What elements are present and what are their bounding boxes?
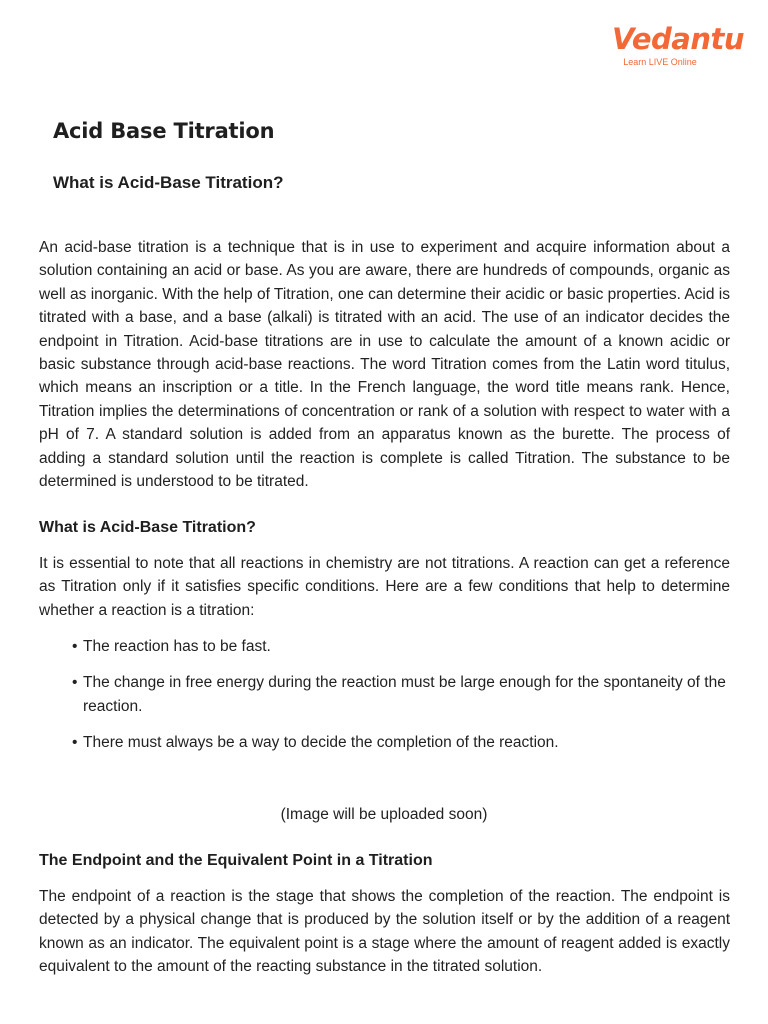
image-placeholder-caption: (Image will be uploaded soon)	[280, 806, 488, 823]
conditions-list	[72, 635, 732, 768]
logo-tagline: Learn LIVE Online	[623, 57, 697, 67]
list-item	[72, 671, 732, 718]
list-item-text: The change in free energy during the reaction must be large enough for the spontaneity of the reaction.	[83, 674, 726, 715]
section-heading-endpoint: The Endpoint and the Equivalent Point in a Titration	[39, 852, 433, 869]
list-item	[72, 731, 732, 754]
section-heading-what-is: What is Acid-Base Titration?	[39, 519, 256, 536]
bullet-icon: •	[72, 734, 78, 752]
list-item-text: There must always be a way to decide the completion of the reaction.	[83, 734, 559, 752]
logo-wordmark: Vedantu	[612, 22, 744, 56]
page-subtitle: What is Acid-Base Titration?	[53, 173, 284, 192]
bullet-icon: •	[72, 638, 78, 655]
page-title: Acid Base Titration	[53, 119, 275, 143]
endpoint-paragraph: The endpoint of a reaction is the stage that shows the completion of the reaction. The endpoint is detected by a physical change that is produced by the solution itself or by the addition of a reagent known as an indicator. The equivalent point is a stage where the amount of reagent added is exactly equivalent to the amount of the reacting substance in the titrated solution.	[39, 888, 730, 976]
bullet-icon: •	[72, 674, 78, 692]
vedantu-logo	[612, 22, 744, 67]
conditions-paragraph: It is essential to note that all reactions in chemistry are not titrations. A reaction can get a reference as Titration only if it satisfies specific conditions. Here are a few conditions that help to determine whether a reaction is a titration:	[39, 555, 730, 619]
list-item-text: The reaction has to be fast.	[83, 638, 271, 655]
list-item	[72, 635, 732, 658]
intro-paragraph: An acid-base titration is a technique that is in use to experiment and acquire information about a solution containing an acid or base. As you are aware, there are hundreds of compounds, organic as well as inorganic. With the help of Titration, one can determine their acidic or basic properties. Acid is titrated with a base, and a base (alkali) is titrated with an acid. The use of an indicator decides the endpoint in Titration. Acid-base titrations are in use to calculate the amount of a known acidic or basic substance through acid-base reactions. The word Titration comes from the Latin word titulus, which means an inscription or a title. In the French language, the word title means rank. Hence, Titration implies the determinations of concentration or rank of a solution with respect to water with a pH of 7. A standard solution is added from an apparatus known as the burette. The process of adding a standard solution until the reaction is complete is called Titration. The substance to be determined is understood to be titrated.	[39, 239, 730, 491]
